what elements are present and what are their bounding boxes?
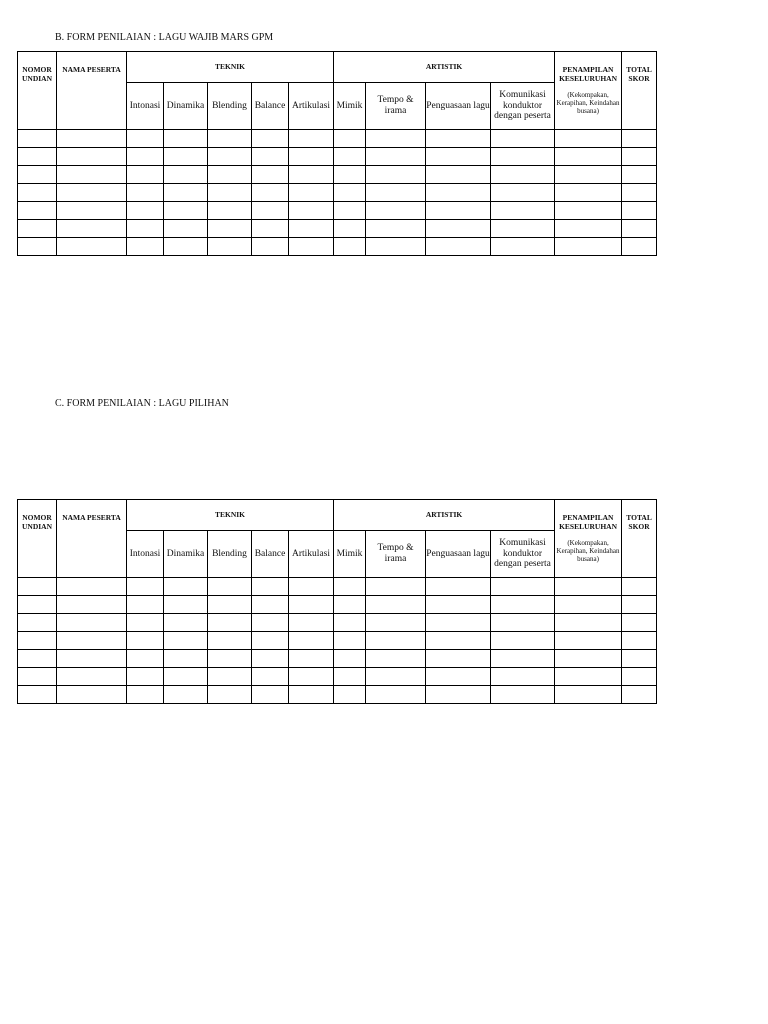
score-cell[interactable] — [426, 650, 491, 668]
score-cell[interactable] — [289, 578, 334, 596]
header-total-skor: TOTAL SKOR — [622, 52, 657, 130]
scoring-table-c — [17, 499, 657, 704]
score-cell[interactable] — [491, 668, 555, 686]
score-cell[interactable] — [57, 148, 127, 166]
col-komunikasi-konduktor: Komunikasi konduktor dengan peserta — [491, 531, 555, 578]
header-penampilan-note: (Kekompakan, Kerapihan, Keindahan busana) — [556, 91, 620, 116]
score-cell[interactable] — [127, 668, 164, 686]
table-row — [18, 184, 657, 202]
score-cell[interactable] — [127, 130, 164, 148]
score-cell[interactable] — [555, 668, 622, 686]
score-cell[interactable] — [334, 650, 366, 668]
score-cell[interactable] — [334, 614, 366, 632]
header-nomor-undian: NOMOR UNDIAN — [18, 500, 57, 578]
score-cell[interactable] — [334, 184, 366, 202]
score-cell[interactable] — [18, 184, 57, 202]
score-cell[interactable] — [164, 650, 208, 668]
score-cell[interactable] — [334, 686, 366, 704]
score-cell[interactable] — [289, 668, 334, 686]
table-row — [18, 148, 657, 166]
score-cell[interactable] — [252, 596, 289, 614]
score-cell[interactable] — [289, 650, 334, 668]
score-cell[interactable] — [164, 632, 208, 650]
score-cell[interactable] — [57, 220, 127, 238]
score-cell[interactable] — [252, 578, 289, 596]
score-cell[interactable] — [555, 686, 622, 704]
score-cell[interactable] — [491, 650, 555, 668]
score-cell[interactable] — [57, 578, 127, 596]
score-cell[interactable] — [334, 220, 366, 238]
score-cell[interactable] — [127, 632, 164, 650]
score-cell[interactable] — [491, 202, 555, 220]
score-cell[interactable] — [252, 668, 289, 686]
score-cell[interactable] — [252, 650, 289, 668]
col-mimik: Mimik — [334, 83, 366, 130]
table-row — [18, 202, 657, 220]
score-cell[interactable] — [334, 238, 366, 256]
score-cell[interactable] — [366, 202, 426, 220]
score-cell[interactable] — [164, 148, 208, 166]
score-cell[interactable] — [127, 148, 164, 166]
score-cell[interactable] — [164, 686, 208, 704]
section-c-title: C. FORM PENILAIAN : LAGU PILIHAN — [55, 398, 229, 409]
score-cell[interactable] — [252, 238, 289, 256]
score-cell[interactable] — [622, 596, 657, 614]
score-cell[interactable] — [208, 238, 252, 256]
score-cell[interactable] — [208, 184, 252, 202]
score-cell[interactable] — [622, 578, 657, 596]
header-artistik: ARTISTIK — [334, 500, 555, 531]
col-intonasi: Intonasi — [127, 531, 164, 578]
score-cell[interactable] — [164, 668, 208, 686]
header-nomor-undian: NOMOR UNDIAN — [18, 52, 57, 130]
score-cell[interactable] — [622, 686, 657, 704]
score-cell[interactable] — [127, 686, 164, 704]
col-mimik: Mimik — [334, 531, 366, 578]
score-cell[interactable] — [622, 668, 657, 686]
score-cell[interactable] — [334, 632, 366, 650]
score-cell[interactable] — [289, 220, 334, 238]
table-row — [18, 220, 657, 238]
score-cell[interactable] — [555, 614, 622, 632]
score-cell[interactable] — [164, 130, 208, 148]
score-cell[interactable] — [622, 650, 657, 668]
score-cell[interactable] — [491, 130, 555, 148]
score-cell[interactable] — [18, 668, 57, 686]
col-artikulasi: Artikulasi — [289, 531, 334, 578]
score-cell[interactable] — [491, 614, 555, 632]
table-row — [18, 614, 657, 632]
col-artikulasi: Artikulasi — [289, 83, 334, 130]
score-cell[interactable] — [334, 202, 366, 220]
score-cell[interactable] — [366, 686, 426, 704]
score-cell[interactable] — [208, 614, 252, 632]
score-cell[interactable] — [164, 238, 208, 256]
col-tempo-irama: Tempo & irama — [366, 83, 426, 130]
score-cell[interactable] — [57, 596, 127, 614]
score-cell[interactable] — [555, 130, 622, 148]
score-cell[interactable] — [426, 148, 491, 166]
score-cell[interactable] — [491, 238, 555, 256]
score-cell[interactable] — [334, 166, 366, 184]
score-cell[interactable] — [366, 220, 426, 238]
col-blending: Blending — [208, 531, 252, 578]
score-cell[interactable] — [555, 632, 622, 650]
score-cell[interactable] — [18, 238, 57, 256]
score-cell[interactable] — [622, 184, 657, 202]
score-cell[interactable] — [622, 220, 657, 238]
col-dinamika: Dinamika — [164, 531, 208, 578]
score-cell[interactable] — [491, 184, 555, 202]
score-cell[interactable] — [426, 596, 491, 614]
score-cell[interactable] — [18, 220, 57, 238]
score-cell[interactable] — [164, 184, 208, 202]
score-cell[interactable] — [164, 202, 208, 220]
table-row — [18, 130, 657, 148]
score-cell[interactable] — [164, 596, 208, 614]
score-cell[interactable] — [289, 202, 334, 220]
score-cell[interactable] — [622, 632, 657, 650]
score-cell[interactable] — [57, 686, 127, 704]
score-cell[interactable] — [334, 596, 366, 614]
score-cell[interactable] — [18, 148, 57, 166]
score-cell[interactable] — [252, 148, 289, 166]
score-cell[interactable] — [164, 166, 208, 184]
table-row — [18, 668, 657, 686]
score-cell[interactable] — [289, 632, 334, 650]
score-cell[interactable] — [366, 578, 426, 596]
col-balance: Balance — [252, 83, 289, 130]
score-cell[interactable] — [555, 166, 622, 184]
table-body-c — [18, 578, 657, 704]
header-nama-peserta: NAMA PESERTA — [57, 500, 127, 578]
score-cell[interactable] — [491, 632, 555, 650]
score-cell[interactable] — [289, 184, 334, 202]
score-cell[interactable] — [622, 614, 657, 632]
score-cell[interactable] — [18, 632, 57, 650]
score-cell[interactable] — [289, 130, 334, 148]
score-cell[interactable] — [334, 578, 366, 596]
score-cell[interactable] — [57, 130, 127, 148]
header-penampilan — [555, 500, 622, 578]
header-artistik: ARTISTIK — [334, 52, 555, 83]
header-teknik: TEKNIK — [127, 52, 334, 83]
score-cell[interactable] — [18, 614, 57, 632]
table-row — [18, 166, 657, 184]
score-cell[interactable] — [366, 614, 426, 632]
score-cell[interactable] — [18, 166, 57, 184]
col-blending: Blending — [208, 83, 252, 130]
score-cell[interactable] — [426, 184, 491, 202]
score-cell[interactable] — [127, 578, 164, 596]
score-cell[interactable] — [366, 668, 426, 686]
score-cell[interactable] — [18, 202, 57, 220]
score-cell[interactable] — [164, 220, 208, 238]
score-cell[interactable] — [208, 220, 252, 238]
header-nama-peserta: NAMA PESERTA — [57, 52, 127, 130]
score-cell[interactable] — [622, 202, 657, 220]
score-cell[interactable] — [127, 596, 164, 614]
score-cell[interactable] — [366, 596, 426, 614]
score-cell[interactable] — [208, 166, 252, 184]
score-cell[interactable] — [289, 166, 334, 184]
score-cell[interactable] — [252, 686, 289, 704]
score-cell[interactable] — [491, 220, 555, 238]
score-cell[interactable] — [334, 668, 366, 686]
col-komunikasi-konduktor: Komunikasi konduktor dengan peserta — [491, 83, 555, 130]
score-cell[interactable] — [208, 632, 252, 650]
table-row — [18, 596, 657, 614]
score-cell[interactable] — [127, 184, 164, 202]
header-penampilan-label: PENAMPILAN KESELURUHAN — [559, 513, 618, 531]
score-cell[interactable] — [366, 130, 426, 148]
col-penguasaan-lagu: Penguasaan lagu — [426, 531, 491, 578]
score-cell[interactable] — [334, 130, 366, 148]
score-cell[interactable] — [127, 220, 164, 238]
score-cell[interactable] — [252, 130, 289, 148]
score-cell[interactable] — [252, 202, 289, 220]
score-cell[interactable] — [127, 166, 164, 184]
score-cell[interactable] — [426, 220, 491, 238]
score-cell[interactable] — [491, 578, 555, 596]
score-cell[interactable] — [18, 686, 57, 704]
score-cell[interactable] — [622, 166, 657, 184]
table-row — [18, 686, 657, 704]
header-penampilan-note: (Kekompakan, Kerapihan, Keindahan busana) — [556, 539, 620, 564]
score-cell[interactable] — [18, 650, 57, 668]
score-cell[interactable] — [491, 596, 555, 614]
score-cell[interactable] — [426, 238, 491, 256]
score-cell[interactable] — [622, 130, 657, 148]
score-cell[interactable] — [491, 148, 555, 166]
score-cell[interactable] — [57, 632, 127, 650]
col-balance: Balance — [252, 531, 289, 578]
score-cell[interactable] — [289, 148, 334, 166]
score-cell[interactable] — [289, 238, 334, 256]
score-cell[interactable] — [18, 596, 57, 614]
scoring-table-b — [17, 51, 657, 256]
score-cell[interactable] — [426, 614, 491, 632]
score-cell[interactable] — [366, 238, 426, 256]
score-cell[interactable] — [491, 686, 555, 704]
score-cell[interactable] — [127, 614, 164, 632]
score-cell[interactable] — [252, 632, 289, 650]
score-cell[interactable] — [57, 202, 127, 220]
score-cell[interactable] — [208, 596, 252, 614]
score-cell[interactable] — [289, 596, 334, 614]
score-cell[interactable] — [366, 148, 426, 166]
col-tempo-irama: Tempo & irama — [366, 531, 426, 578]
table-row — [18, 578, 657, 596]
score-cell[interactable] — [555, 650, 622, 668]
score-cell[interactable] — [57, 166, 127, 184]
score-cell[interactable] — [252, 184, 289, 202]
score-cell[interactable] — [208, 578, 252, 596]
score-cell[interactable] — [18, 578, 57, 596]
score-cell[interactable] — [555, 596, 622, 614]
table-body-b — [18, 130, 657, 256]
header-teknik: TEKNIK — [127, 500, 334, 531]
score-cell[interactable] — [127, 650, 164, 668]
col-penguasaan-lagu: Penguasaan lagu — [426, 83, 491, 130]
score-cell[interactable] — [426, 166, 491, 184]
score-cell[interactable] — [622, 148, 657, 166]
score-cell[interactable] — [18, 130, 57, 148]
score-cell[interactable] — [426, 578, 491, 596]
score-cell[interactable] — [208, 650, 252, 668]
score-cell[interactable] — [57, 238, 127, 256]
score-cell[interactable] — [208, 130, 252, 148]
table-row — [18, 650, 657, 668]
header-penampilan — [555, 52, 622, 130]
score-cell[interactable] — [127, 202, 164, 220]
score-cell[interactable] — [252, 614, 289, 632]
score-cell[interactable] — [426, 668, 491, 686]
score-cell[interactable] — [164, 578, 208, 596]
score-cell[interactable] — [57, 614, 127, 632]
score-cell[interactable] — [555, 238, 622, 256]
score-cell[interactable] — [555, 148, 622, 166]
table-row — [18, 238, 657, 256]
header-penampilan-label: PENAMPILAN KESELURUHAN — [559, 65, 618, 83]
score-cell[interactable] — [208, 148, 252, 166]
score-cell[interactable] — [555, 202, 622, 220]
score-cell[interactable] — [208, 686, 252, 704]
score-cell[interactable] — [491, 166, 555, 184]
score-cell[interactable] — [555, 578, 622, 596]
col-intonasi: Intonasi — [127, 83, 164, 130]
score-cell[interactable] — [334, 148, 366, 166]
score-cell[interactable] — [622, 238, 657, 256]
score-cell[interactable] — [366, 650, 426, 668]
score-cell[interactable] — [208, 202, 252, 220]
score-cell[interactable] — [208, 668, 252, 686]
score-cell[interactable] — [57, 184, 127, 202]
score-cell[interactable] — [289, 686, 334, 704]
score-cell[interactable] — [289, 614, 334, 632]
score-cell[interactable] — [164, 614, 208, 632]
section-b-title: B. FORM PENILAIAN : LAGU WAJIB MARS GPM — [55, 32, 274, 43]
score-cell[interactable] — [57, 650, 127, 668]
score-cell[interactable] — [555, 184, 622, 202]
score-cell[interactable] — [426, 686, 491, 704]
score-cell[interactable] — [366, 166, 426, 184]
score-cell[interactable] — [426, 202, 491, 220]
score-cell[interactable] — [127, 238, 164, 256]
score-cell[interactable] — [555, 220, 622, 238]
table-row — [18, 632, 657, 650]
score-cell[interactable] — [366, 632, 426, 650]
header-total-skor: TOTAL SKOR — [622, 500, 657, 578]
score-cell[interactable] — [57, 668, 127, 686]
score-cell[interactable] — [366, 184, 426, 202]
score-cell[interactable] — [252, 220, 289, 238]
col-dinamika: Dinamika — [164, 83, 208, 130]
score-cell[interactable] — [426, 130, 491, 148]
score-cell[interactable] — [426, 632, 491, 650]
score-cell[interactable] — [252, 166, 289, 184]
